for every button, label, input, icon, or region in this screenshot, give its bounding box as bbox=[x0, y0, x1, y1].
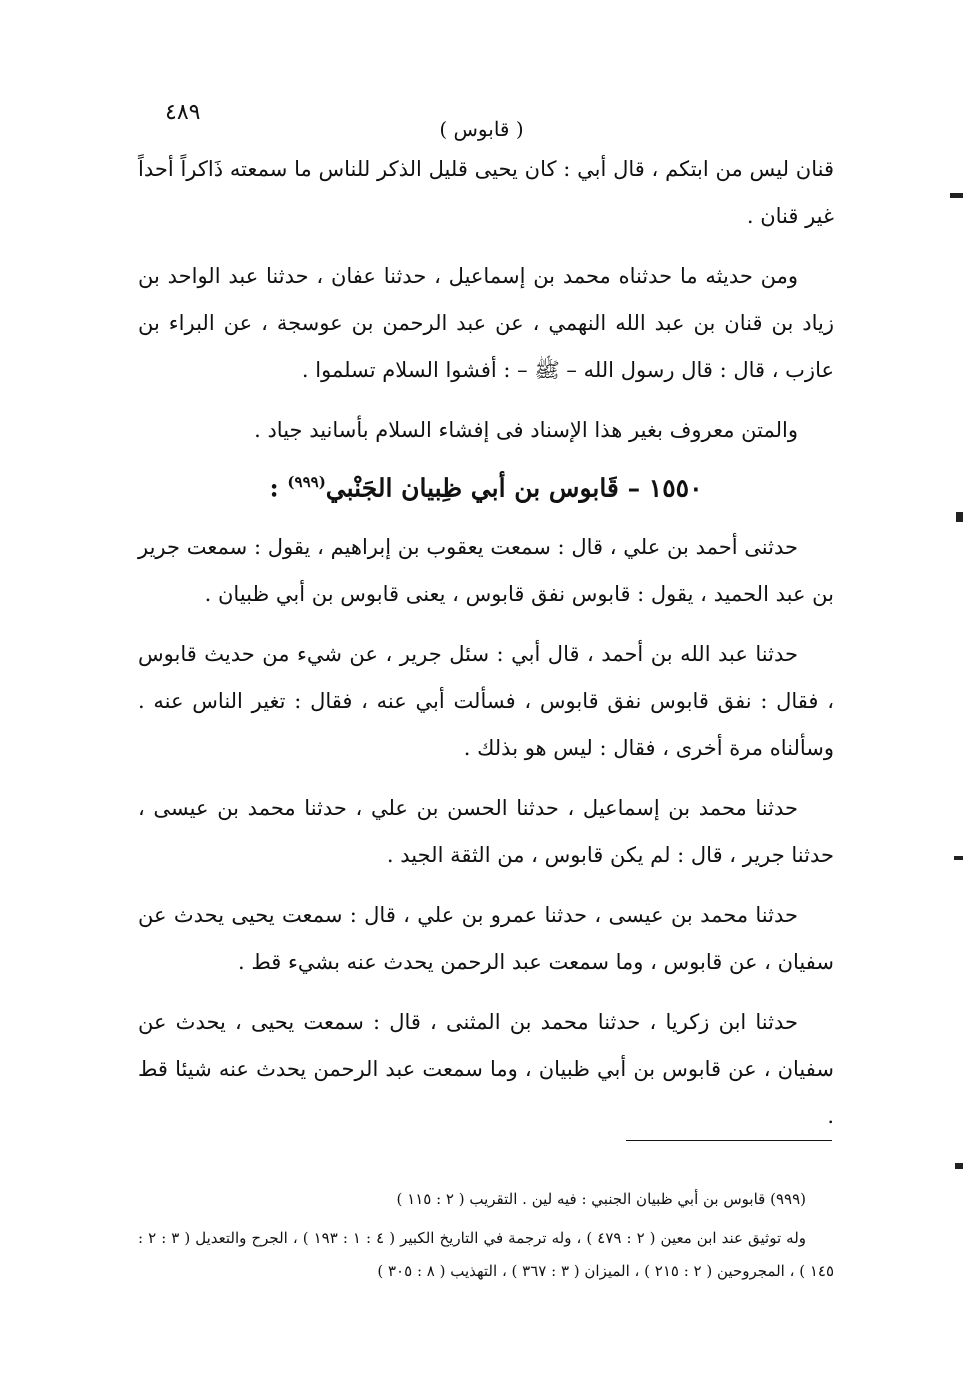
top-text-block bbox=[138, 146, 834, 467]
footnote: (٩٩٩) قابوس بن أبي ظبيان الجنبي : فيه لين . التقريب ( ٢ : ١١٥ ) bbox=[396, 1190, 806, 1208]
paragraph: حدثنا عبد الله بن أحمد ، قال أبي : سئل جرير ، عن شيء من حديث قابوس ، فقال : نفق قابوس نفق قابوس ، فسألت أبي عنه ، فقال : تغير الناس عنه . وسألناه مرة أخرى ، فقال : ليس هو بذلك . bbox=[138, 642, 834, 760]
paragraph: حدثنا محمد بن إسماعيل ، حدثنا الحسن بن علي ، حدثنا محمد بن عيسى ، حدثنا جرير ، قال : لم يكن قابوس ، من الثقة الجيد . bbox=[138, 796, 834, 867]
paragraph-continuation: قنان ليس من ابتكم ، قال أبي : كان يحيى قليل الذكر للناس ما سمعته ذَاكراً أحداً غير قنان . bbox=[138, 157, 834, 228]
scan-edge-mark bbox=[956, 512, 963, 522]
entry-heading-title: ١٥٥٠ – قَابوس بن أبي ظِبيان الجَنْبي bbox=[325, 473, 703, 503]
entry-text-block bbox=[138, 524, 834, 1153]
scan-edge-mark bbox=[954, 856, 963, 860]
paragraph: حدثنى أحمد بن علي ، قال : سمعت يعقوب بن إبراهيم ، يقول : سمعت جرير بن عبد الحميد ، يقول : قابوس نفق قابوس ، يعنى قابوس بن أبي ظبيان . bbox=[138, 535, 834, 606]
footnote-divider bbox=[626, 1140, 832, 1141]
page-number: ٤٨٩ bbox=[165, 100, 201, 125]
entry-heading-suffix: : bbox=[269, 473, 288, 503]
running-head: ( قابوس ) bbox=[439, 117, 524, 141]
scan-edge-mark bbox=[955, 1163, 963, 1169]
entry-heading bbox=[138, 462, 834, 508]
footnote-ref: (٩٩٩) bbox=[287, 473, 326, 491]
paragraph-note: والمتن معروف بغير هذا الإسناد فى إفشاء السلام بأسانيد جياد . bbox=[254, 418, 798, 442]
paragraph-hadith: ومن حديثه ما حدثناه محمد بن إسماعيل ، حدثنا عفان ، حدثنا عبد الواحد بن زياد بن قنان بن عبد الله النهمي ، عن عبد الرحمن بن عوسجة ، عن البراء بن عازب ، قال : قال رسول الله – ﷺ – : أفشوا السلام تسلموا . bbox=[138, 264, 834, 382]
paragraph: حدثنا محمد بن عيسى ، حدثنا عمرو بن علي ، قال : سمعت يحيى يحدث عن سفيان ، عن قابوس ، وما سمعت عبد الرحمن يحدث عنه بشيء قط . bbox=[138, 903, 834, 974]
scan-edge-mark bbox=[950, 193, 963, 198]
paragraph: حدثنا ابن زكريا ، حدثنا محمد بن المثنى ، قال : سمعت يحيى ، يحدث عن سفيان ، عن قابوس بن أبي ظبيان ، وما سمعت عبد الرحمن يحدث عنه شيئا قط . bbox=[138, 1010, 834, 1128]
footnote-continuation: وله توثيق عند ابن معين ( ٢ : ٤٧٩ ) ، وله ترجمة في التاريخ الكبير ( ٤ : ١ : ١٩٣ ) ، الجرح والتعديل ( ٣ : ٢ : ١٤٥ ) ، المجروحين ( ٢ : ٢١٥ ) ، الميزان ( ٣ : ٣٦٧ ) ، التهذيب ( ٨ : ٣٠٥ ) bbox=[138, 1229, 834, 1280]
footnotes bbox=[138, 1183, 834, 1294]
